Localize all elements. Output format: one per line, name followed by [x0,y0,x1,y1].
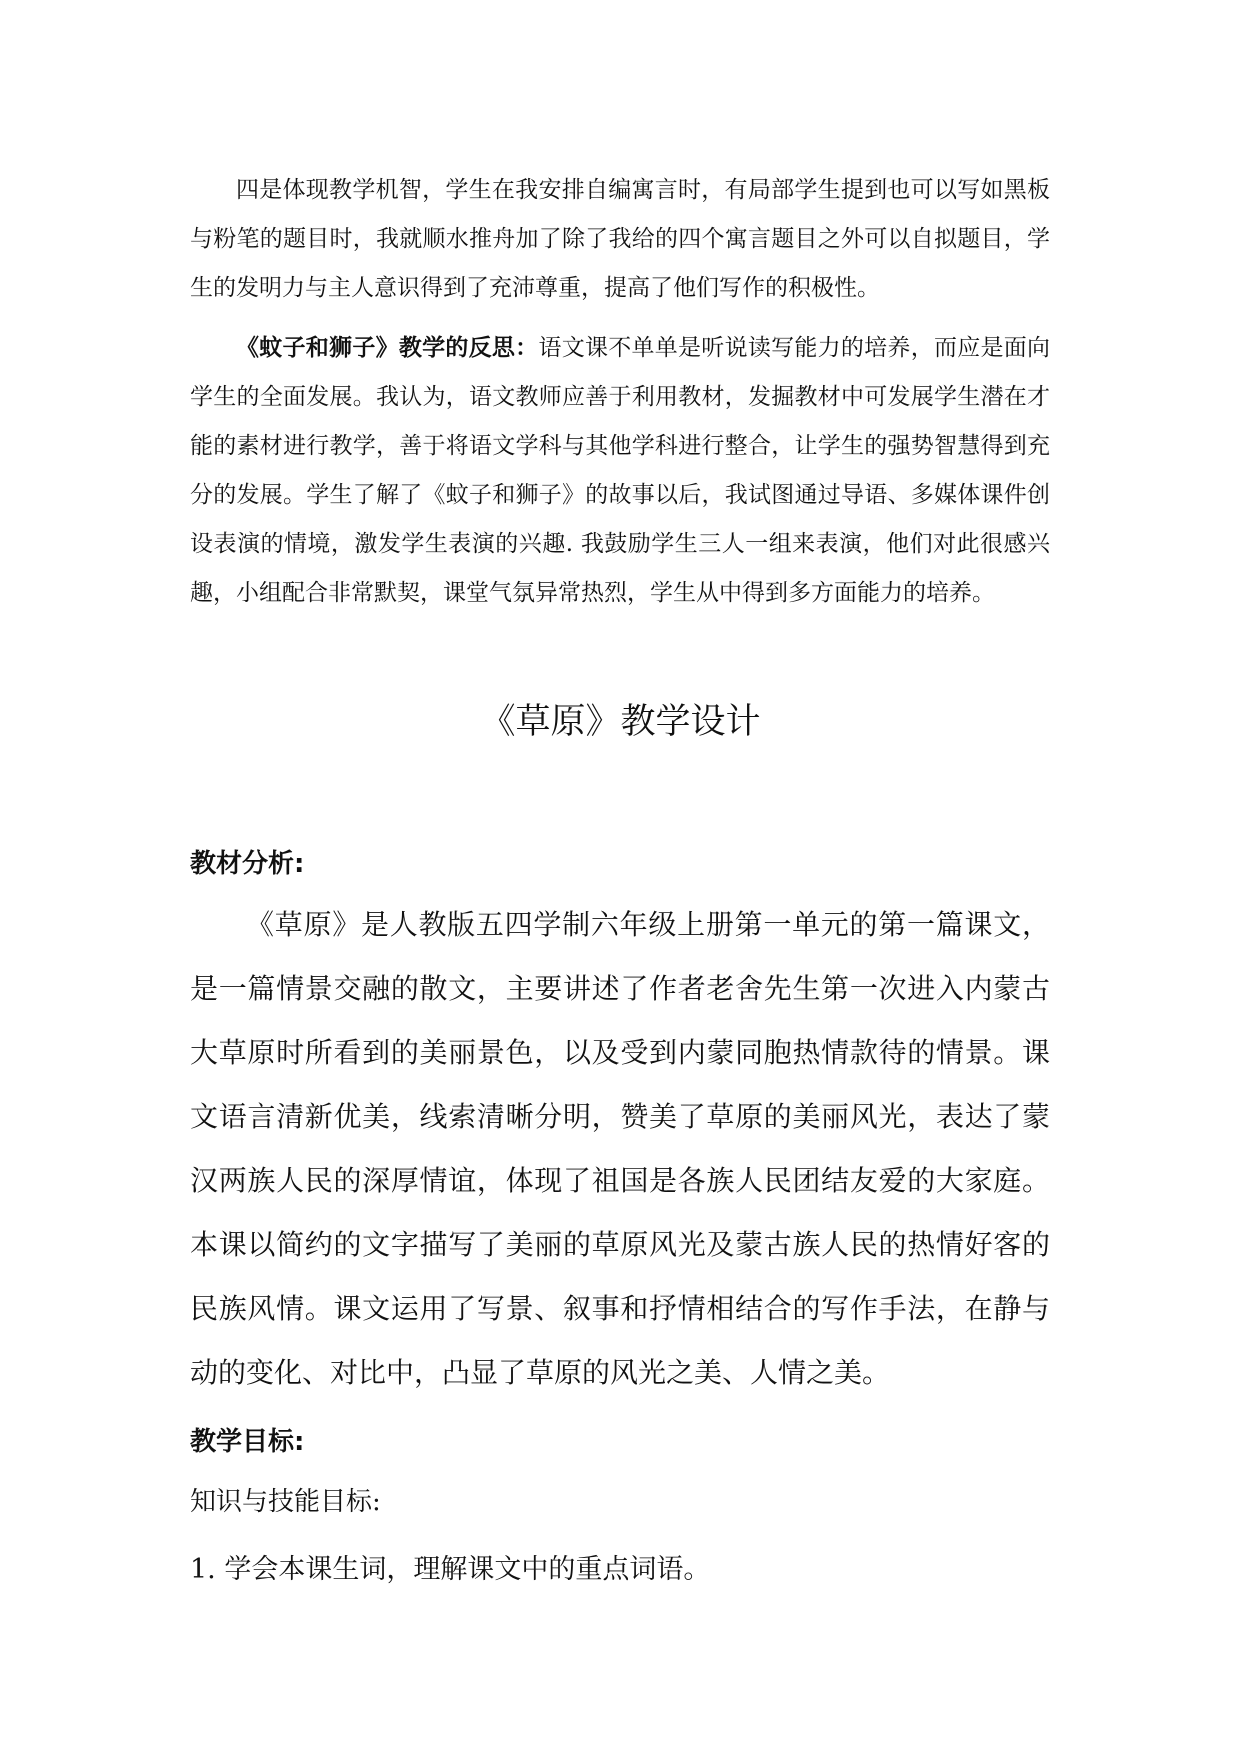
heading-material-analysis: 教材分析: [190,849,305,879]
design-title: 《草原》教学设计 [480,702,761,742]
list-item: 1. 学会本课生词，理解课文中的重点词语。 [190,1554,711,1585]
paragraph-reflection [190,323,1050,618]
paragraph-material-analysis: 《草原》是人教版五四学制六年级上册第一单元的第一篇课文，是一篇情景交融的散文，主要讲述了作者老舍先生第一次进入内蒙古大草原时所看到的美丽景色，以及受到内蒙同胞热情款待的情景。课文语言清新优美，线索清晰分明，赞美了草原的美丽风光，表达了蒙汉两族人民的深厚情谊，体现了祖国是各族人民团结友爱的大家庭。本课以简约的文字描写了美丽的草原风光及蒙古族人民的热情好客的民族风情。课文运用了写景、叙事和抒情相结合的写作手法，在静与动的变化、对比中，凸显了草原的风光之美、人情之美。 [190,908,1050,1389]
reflection-lead: 《蚊子和狮子》教学的反思： [236,334,539,361]
subheading-knowledge-skills: 知识与技能目标: [190,1487,381,1517]
reflection-body: 语文课不单单是听说读写能力的培养，而应是面向学生的全面发展。我认为，语文教师应善于利用教材，发掘教材中可发展学生潜在才能的素材进行教学，善于将语文学科与其他学科进行整合，让学生的强势智慧得到充分的发展。学生了解了《蚊子和狮子》的故事以后，我试图通过导语、多媒体课件创设表演的情境，激发学生表演的兴趣. 我鼓励学生三人一组来表演，他们对此很感兴趣，小组配合非常默契，课堂气氛异常热烈，学生从中得到多方面能力的培养。 [190,335,1051,606]
heading-teaching-goals: 教学目标: [190,1427,305,1457]
paragraph-teaching-wit: 四是体现教学机智，学生在我安排自编寓言时，有局部学生提到也可以写如黑板与粉笔的题目时，我就顺水推舟加了除了我给的四个寓言题目之外可以自拟题目，学生的发明力与主人意识得到了充沛尊重，提高了他们写作的积极性。 [190,177,1050,301]
